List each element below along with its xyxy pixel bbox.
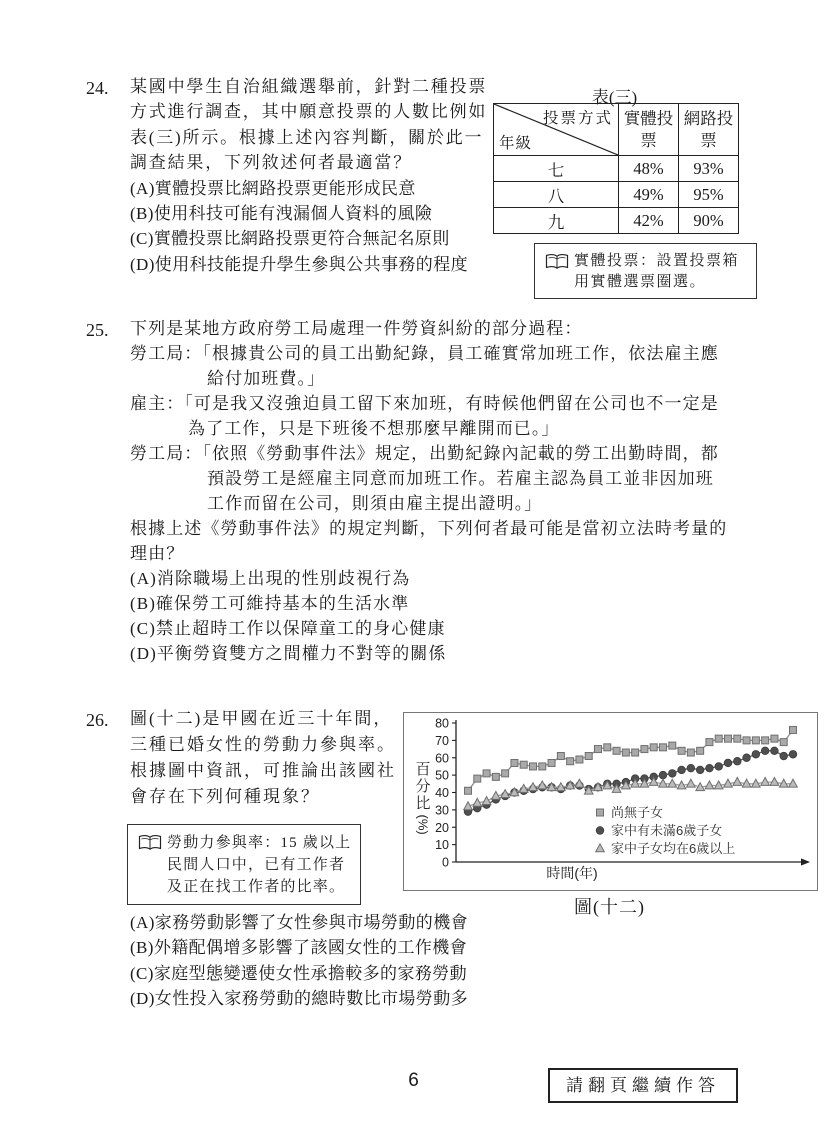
q26-option-a: (A)家務勞動影響了女性參與市場勞動的機會	[130, 913, 468, 932]
table3-corner-top: 投票方式	[542, 110, 613, 127]
q26-stem-line: 圖(十二)是甲國在近三十年間，	[130, 709, 393, 728]
labor-participation-chart	[403, 712, 818, 891]
q24-stem-line: 表(三)所示。根據上述內容判斷，關於此一	[130, 127, 484, 147]
q26-option-c: (C)家庭型態變遷使女性承擔較多的家務勞動	[130, 963, 468, 983]
table3-colhead-online: 網路投票	[679, 104, 739, 156]
q24-stem-line: 某國中學生自治組織選舉前，針對二種投票	[130, 77, 488, 96]
svg-text:50: 50	[435, 768, 449, 783]
svg-text:80: 80	[435, 716, 449, 731]
svg-text:10: 10	[435, 838, 449, 853]
q26-note-box	[127, 824, 361, 905]
q25-line: 雇主：「可是我又沒強迫員工留下來加班，有時候他們留在公司也不一定是	[130, 394, 719, 413]
q24-note-text: 實體投票：設置投票箱 用實體選票圈選。	[574, 253, 740, 290]
table3-physical-value: 49%	[619, 182, 679, 208]
q26-stem	[130, 706, 396, 810]
q26-stem-line: 會存在下列何種現象？	[130, 787, 320, 806]
y-axis-label: 百 分 比 (%)	[415, 761, 431, 835]
table3-grade: 七	[494, 156, 619, 182]
q25-line: 給付加班費。」	[207, 369, 326, 388]
q26-stem-line: 根據圖中資訊，可推論出該國社	[130, 761, 396, 780]
table3-corner-bottom: 年級	[499, 135, 533, 152]
table-row	[494, 182, 739, 208]
q25-line: 根據上述《勞動事件法》的規定判斷，下列何者最可能是當初立法時考量的	[130, 519, 728, 538]
q26-options	[130, 910, 468, 1012]
svg-text:0: 0	[442, 855, 449, 870]
q26-number: 26.	[86, 710, 109, 730]
table-row	[494, 208, 739, 234]
svg-text:家中有未滿6歲子女: 家中有未滿6歲子女	[611, 823, 723, 838]
svg-text:40: 40	[435, 786, 449, 800]
table-row	[494, 156, 739, 182]
q24-body	[130, 74, 487, 277]
q25-line: 勞工局：「根據貴公司的員工出勤紀錄，員工確實常加班工作，依法雇主應	[130, 344, 719, 363]
q25-option-b: (B)確保勞工可維持基本的生活水準	[130, 594, 410, 613]
q25-number: 25.	[86, 320, 109, 340]
q24-option-d: (D)使用科技能提升學生參與公共事務的程度	[130, 254, 468, 274]
table3-physical-value: 48%	[619, 156, 679, 182]
q24-stem-line: 調查結果，下列敘述何者最適當？	[130, 153, 412, 173]
svg-text:20: 20	[435, 820, 449, 835]
q24-note-box	[534, 243, 757, 299]
table3-colhead-physical: 實體投票	[619, 104, 679, 156]
q25-option-a: (A)消除職場上出現的性別歧視行為	[130, 569, 411, 588]
svg-text:家中子女均在6歲以上: 家中子女均在6歲以上	[611, 841, 736, 856]
table3-grade: 九	[494, 208, 619, 234]
chart-plot	[404, 713, 817, 890]
q26-option-d: (D)女性投入家務勞動的總時數比市場勞動多	[130, 989, 468, 1009]
table3-online-value: 90%	[679, 208, 739, 234]
table3-voting	[493, 103, 739, 234]
table3-grade: 八	[494, 182, 619, 208]
q24-option-c: (C)實體投票比網路投票更符合無記名原則	[130, 229, 450, 249]
q25-option-d: (D)平衡勞資雙方之間權力不對等的關係	[130, 644, 447, 663]
q26-option-b: (B)外籍配偶增多影響了該國女性的工作機會	[130, 938, 468, 958]
svg-text:時間(年): 時間(年)	[546, 865, 598, 881]
table3-corner-cell	[494, 104, 618, 155]
table3-physical-value: 42%	[619, 208, 679, 234]
q24-stem-line: 方式進行調查，其中願意投票的人數比例如	[130, 102, 488, 122]
q26-stem-line: 三種已婚女性的勞動力參與率。	[130, 735, 396, 754]
page-number: 6	[408, 1070, 419, 1091]
q25-line: 理由？	[130, 544, 185, 563]
open-book-icon	[137, 832, 167, 898]
q25-line: 下列是某地方政府勞工局處理一件勞資糾紛的部分過程：	[130, 319, 583, 338]
q25-body	[130, 316, 727, 666]
svg-text:60: 60	[435, 751, 449, 766]
q26-note-text: 勞動力參與率：15 歲以上 民間人口中，已有工作者 及正在找工作者的比率。	[167, 835, 352, 895]
turn-page-notice: 請翻頁繼續作答	[548, 1068, 738, 1103]
q24-number: 24.	[86, 78, 109, 98]
q25-option-c: (C)禁止超時工作以保障童工的身心健康	[130, 619, 446, 638]
q24-option-a: (A)實體投票比網路投票更能形成民意	[130, 178, 416, 198]
svg-text:30: 30	[435, 803, 449, 818]
svg-text:70: 70	[435, 733, 449, 748]
q25-line: 工作而留在公司，則須由雇主提出證明。」	[207, 494, 543, 513]
table3-online-value: 93%	[679, 156, 739, 182]
svg-text:尚無子女: 尚無子女	[611, 805, 664, 820]
q24-option-b: (B)使用科技可能有洩漏個人資料的風險	[130, 204, 433, 224]
table3-title: 表(三)	[591, 88, 638, 107]
q25-line: 預設勞工是經雇主同意而加班工作。若雇主認為員工並非因加班	[207, 469, 714, 488]
q25-line: 勞工局：「依照《勞動事件法》規定，出勤紀錄內記載的勞工出勤時間，都	[130, 444, 719, 463]
q25-line: 為了工作，只是下班後不想那麼早離開而已。」	[188, 419, 560, 438]
table3-online-value: 95%	[679, 182, 739, 208]
open-book-icon	[544, 251, 574, 292]
figure-caption: 圖(十二)	[574, 897, 645, 917]
